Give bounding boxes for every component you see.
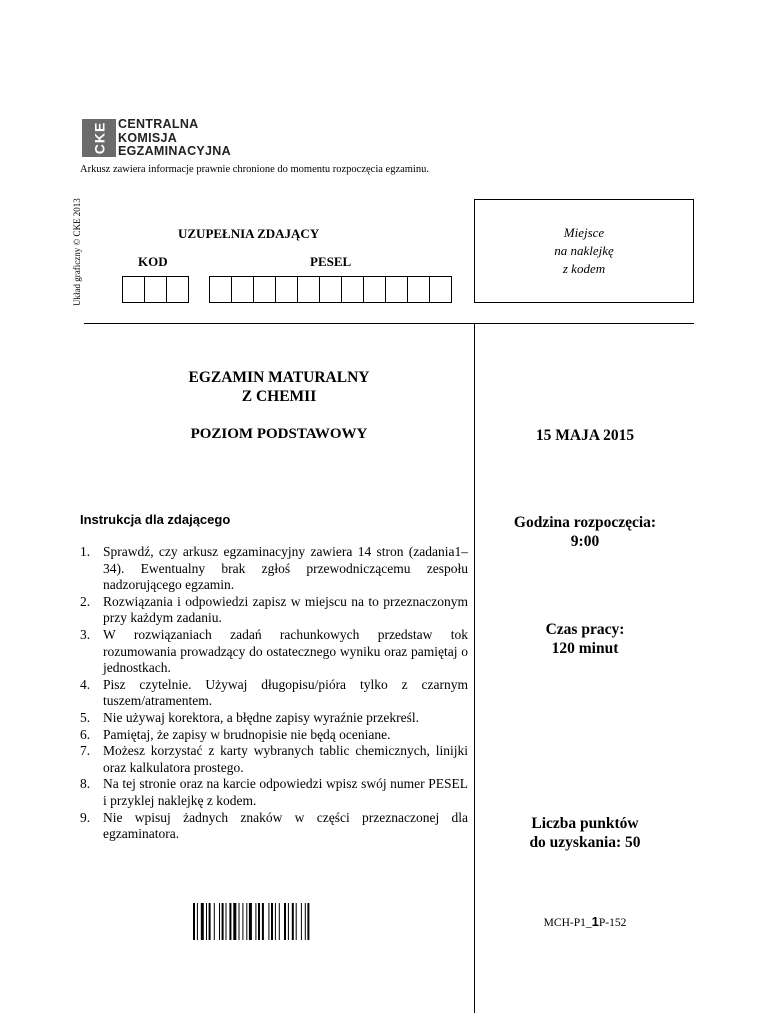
- sticker-placeholder: Miejsce na naklejkę z kodem: [474, 199, 694, 303]
- cke-logo-mark: CKE: [82, 119, 116, 157]
- confidentiality-notice: Arkusz zawiera informacje prawnie chronione do momentu rozpoczęcia egzaminu.: [80, 164, 429, 175]
- instruction-item: 5. Nie używaj korektora, a błędne zapisy wyraźnie przekreśl.: [80, 709, 419, 725]
- pesel-box[interactable]: [429, 276, 452, 303]
- candidate-fill-heading: UZUPEŁNIA ZDAJĄCY: [178, 226, 320, 241]
- exam-level: POZIOM PODSTAWOWY: [190, 426, 368, 442]
- kod-box[interactable]: [166, 276, 189, 303]
- instruction-item: 1. Sprawdź, czy arkusz egzaminacyjny zawiera 14 stron (zadania1–34). Ewentualny brak zgłoś przewodniczącemu zespołu nadzorującego egzamin.: [80, 544, 468, 593]
- barcode: [193, 903, 357, 940]
- exam-title: EGZAMIN MATURALNY Z CHEMII: [188, 369, 370, 405]
- instruction-item: 6. Pamiętaj, że zapisy w brudnopisie nie będą oceniane.: [80, 726, 391, 742]
- instruction-item: 8. Na tej stronie oraz na karcie odpowiedzi wpisz swój numer PESEL i przyklej naklejkę z kodem.: [80, 776, 468, 808]
- exam-code: MCH-P1_1P-152: [543, 914, 627, 929]
- kod-box[interactable]: [144, 276, 167, 303]
- kod-box[interactable]: [122, 276, 145, 303]
- pesel-box[interactable]: [275, 276, 298, 303]
- instruction-item: 9. Nie wpisuj żadnych znaków w części przeznaczonej dla egzaminatora.: [80, 809, 468, 842]
- instruction-item: 7. Możesz korzystać z karty wybranych tablic chemicznych, linijki oraz kalkulatora prostego.: [80, 743, 468, 775]
- kod-label: KOD: [138, 254, 168, 269]
- kod-field[interactable]: [123, 276, 189, 303]
- pesel-box[interactable]: [297, 276, 320, 303]
- horizontal-divider: [84, 323, 694, 324]
- pesel-box[interactable]: [253, 276, 276, 303]
- cke-logo: [82, 118, 282, 160]
- cke-logo-text: CENTRALNA KOMISJA EGZAMINACYJNA: [118, 117, 231, 158]
- instruction-item: 4. Pisz czytelnie. Używaj długopisu/pióra tylko z czarnym tuszem/atramentem.: [80, 676, 468, 709]
- pesel-box[interactable]: [341, 276, 364, 303]
- instruction-item: 3. W rozwiązaniach zadań rachunkowych przedstaw tok rozumowania prowadzący do ostatecznego wyniku oraz pamiętaj o jednostkach.: [80, 626, 468, 676]
- pesel-box[interactable]: [385, 276, 408, 303]
- pesel-box[interactable]: [407, 276, 430, 303]
- pesel-box[interactable]: [363, 276, 386, 303]
- pesel-box[interactable]: [209, 276, 232, 303]
- graphic-credit: Układ graficzny © CKE 2013: [72, 198, 82, 306]
- instructions-list: [80, 544, 468, 843]
- pesel-box[interactable]: [231, 276, 254, 303]
- pesel-label: PESEL: [310, 254, 352, 269]
- start-time: Godzina rozpoczęcia: 9:00: [513, 514, 657, 550]
- instruction-item: 2. Rozwiązania i odpowiedzi zapisz w miejscu na to przeznaczonym przy każdym zadaniu.: [80, 593, 468, 626]
- instructions-title: Instrukcja dla zdającego: [80, 512, 231, 527]
- exam-date: 15 MAJA 2015: [535, 427, 635, 444]
- duration: Czas pracy: 120 minut: [545, 621, 625, 657]
- pesel-box[interactable]: [319, 276, 342, 303]
- pesel-field[interactable]: [210, 276, 452, 303]
- max-points: Liczba punktów do uzyskania: 50: [529, 815, 641, 851]
